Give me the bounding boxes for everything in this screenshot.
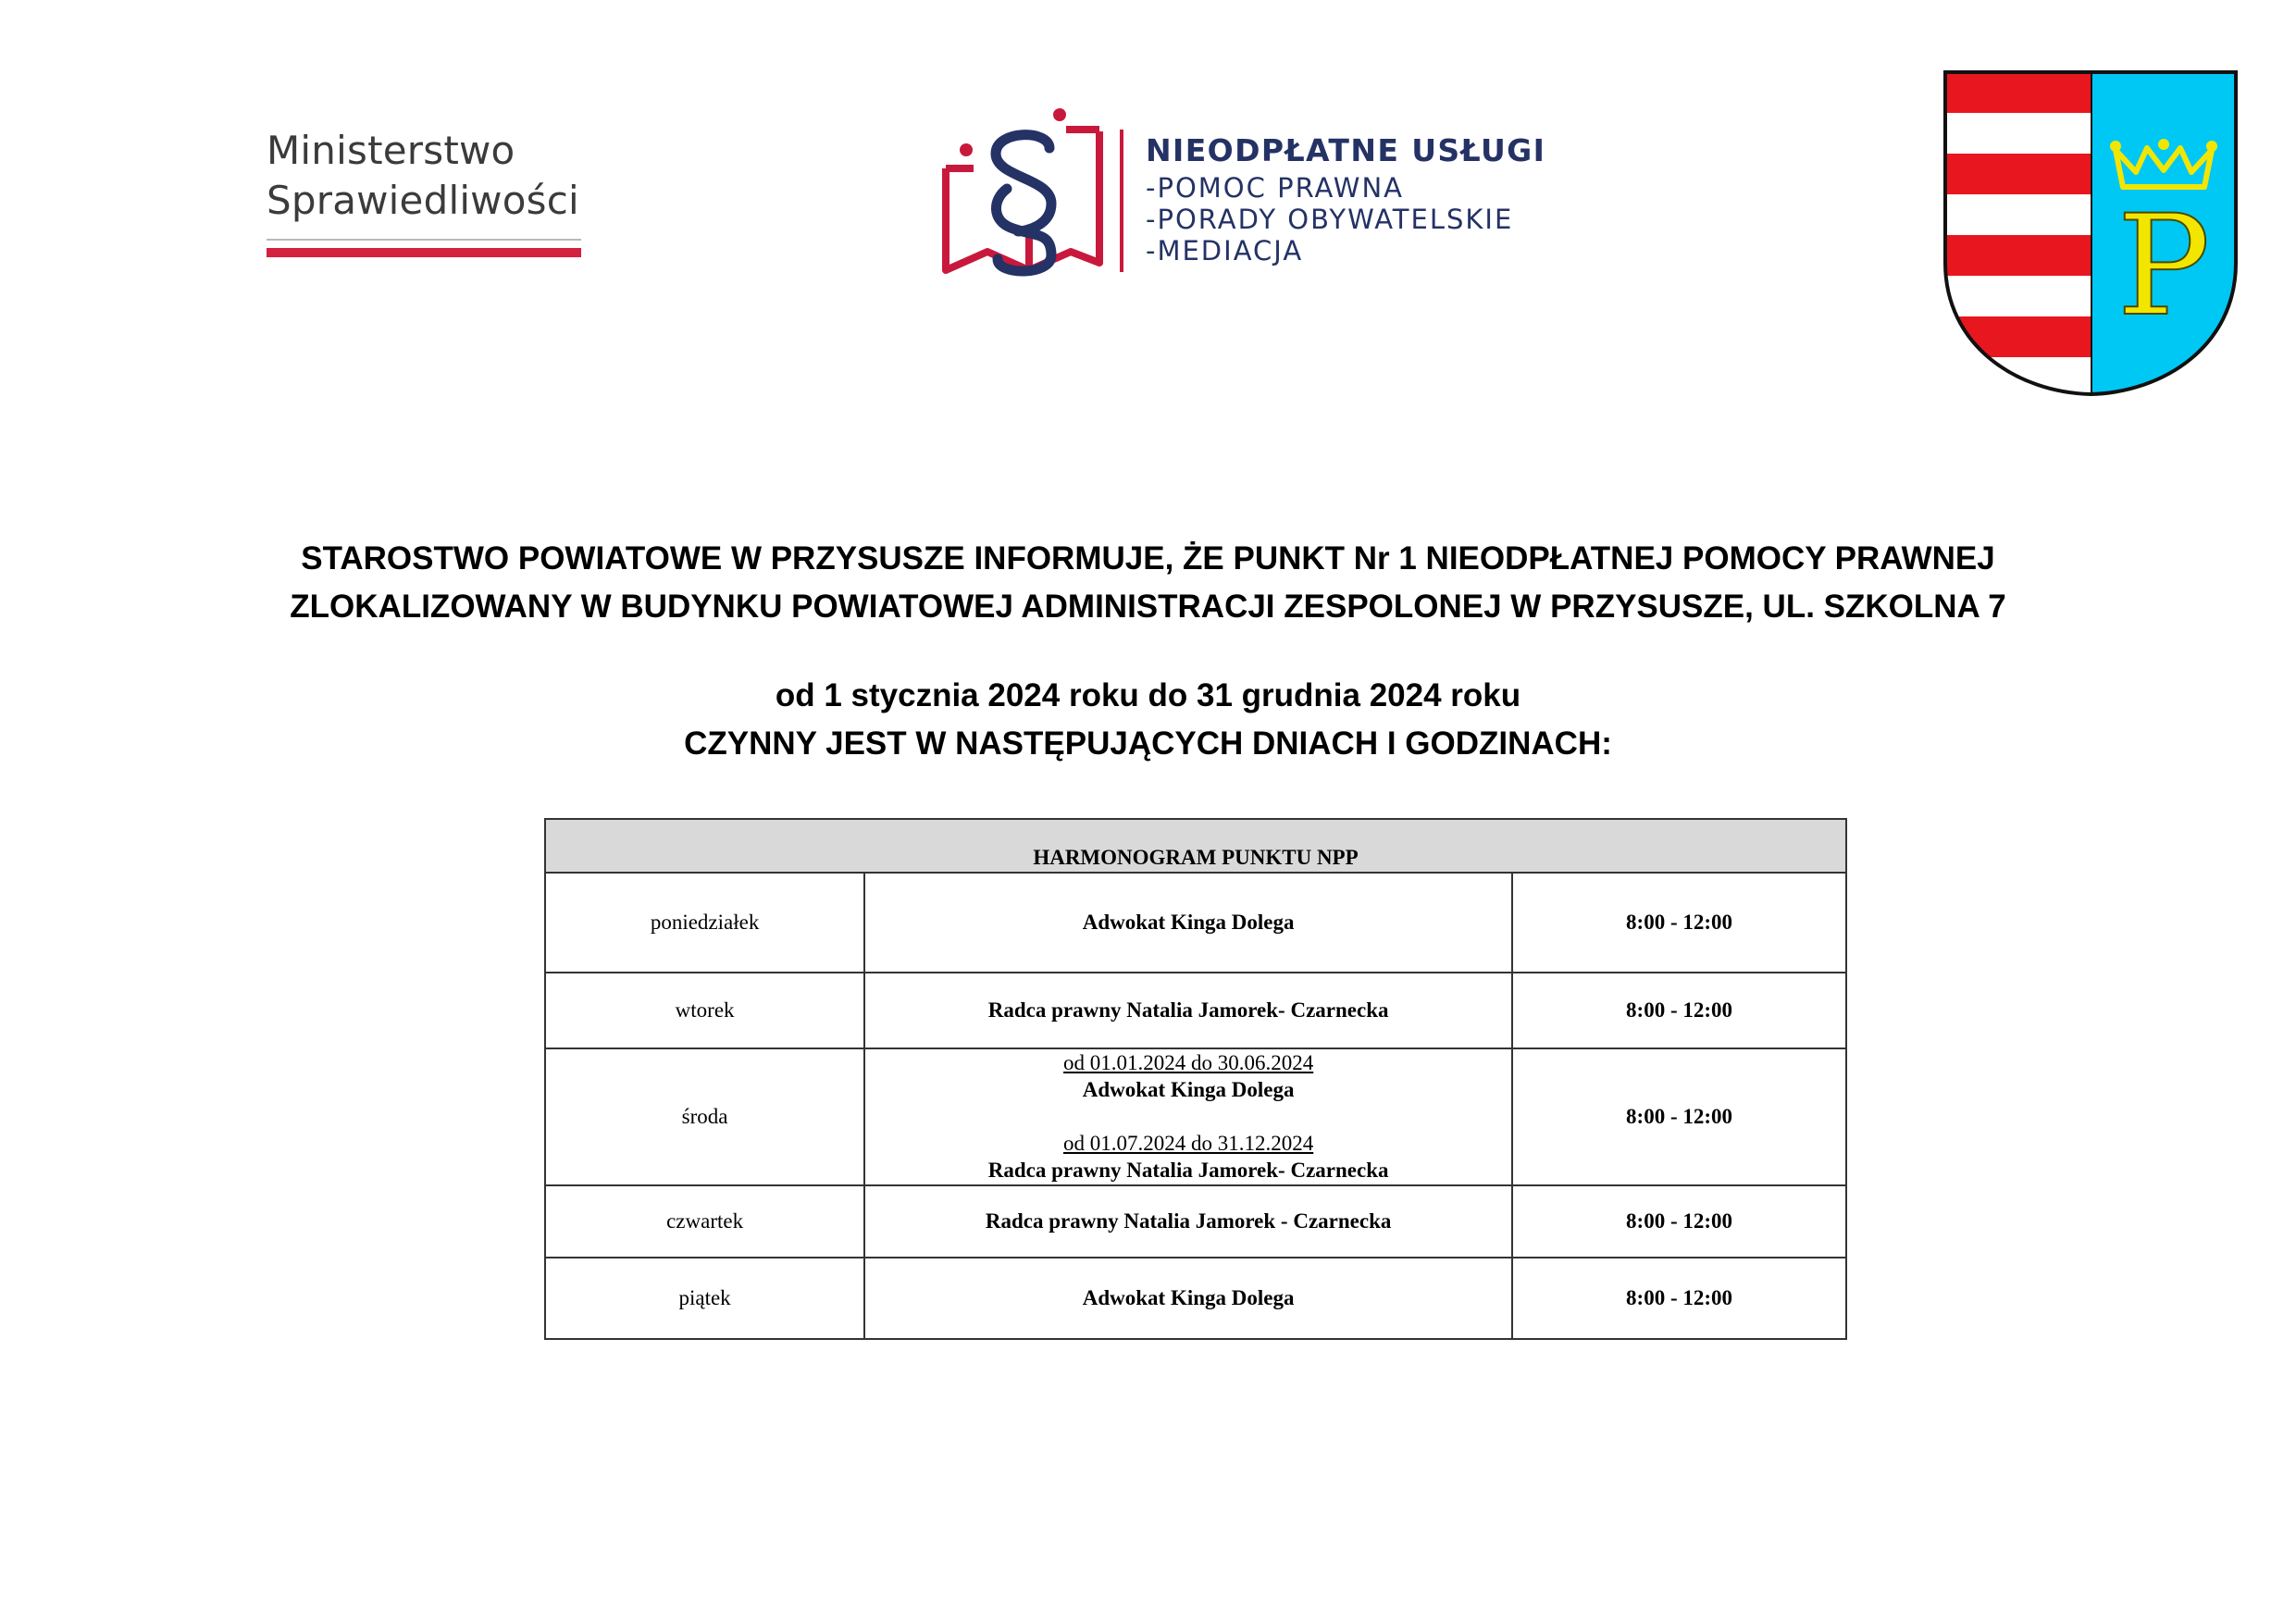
services-text [1146,130,1545,267]
table-row [545,1258,1846,1339]
lawyer-cell: Adwokat Kinga Dolega [864,873,1512,973]
schedule-title: HARMONOGRAM PUNKTU NPP [545,819,1846,873]
lawyer-cell-split [864,1048,1512,1185]
lawyer-second-half: Radca prawny Natalia Jamorek- Czarnecka [987,1159,1389,1182]
day-cell: czwartek [545,1185,864,1258]
paragraph-book-icon [937,104,1112,279]
lawyer-cell: Radca prawny Natalia Jamorek- Czarnecka [864,973,1512,1048]
period-text: od 1 stycznia 2024 roku do 31 grudnia 2024 roku [775,677,1521,713]
coat-of-arms-letter: P [2116,186,2211,347]
services-item-legal-aid: -POMOC PRAWNA [1146,172,1405,204]
announcement-line1: STAROSTWO POWIATOWE W PRZYSUSZE INFORMUJE, ŻE PUNKT Nr 1 NIEODPŁATNEJ POMOCY PRAWNEJ [301,540,1995,576]
day-cell: środa [545,1048,864,1185]
day-cell: wtorek [545,973,864,1048]
day-cell: piątek [545,1258,864,1339]
ministry-logo-red-bar [267,248,581,257]
services-item-mediation: -MEDIACJA [1146,235,1304,267]
announcement-heading [0,535,2296,631]
ministry-logo-rule [267,239,581,241]
ministry-name-line1: Ministerstwo [267,128,515,173]
hours-cell: 8:00 - 12:00 [1512,1258,1846,1339]
hours-cell: 8:00 - 12:00 [1512,1048,1846,1185]
coat-of-arms-icon [1942,68,2240,398]
day-cell: poniedziałek [545,873,864,973]
hours-cell: 8:00 - 12:00 [1512,873,1846,973]
table-row [545,1185,1846,1258]
lawyer-cell: Radca prawny Natalia Jamorek - Czarnecka [864,1185,1512,1258]
ministry-logo [267,126,600,257]
ministry-name-line2: Sprawiedliwości [267,178,579,223]
hours-cell: 8:00 - 12:00 [1512,973,1846,1048]
hours-cell: 8:00 - 12:00 [1512,1185,1846,1258]
table-header-row [545,819,1846,873]
table-row [545,1048,1846,1185]
free-services-logo [937,104,1584,279]
period-second-half: od 01.07.2024 do 31.12.2024 [1063,1132,1314,1155]
period-first-half: od 01.01.2024 do 30.06.2024 [1063,1051,1314,1074]
services-title: NIEODPŁATNE USŁUGI [1146,132,1546,168]
schedule-table [544,818,1847,1340]
lawyer-cell: Adwokat Kinga Dolega [864,1258,1512,1339]
announcement-line2: ZLOKALIZOWANY W BUDYNKU POWIATOWEJ ADMINISTRACJI ZESPOLONEJ W PRZYSUSZE, UL. SZKOLNA 7 [290,589,2006,625]
logo-separator [1120,130,1123,272]
services-item-civic-advice: -PORADY OBYWATELSKIE [1146,204,1514,235]
period-heading [0,672,2296,768]
lawyer-first-half: Adwokat Kinga Dolega [1082,1078,1295,1101]
period-subtitle: CZYNNY JEST W NASTĘPUJĄCYCH DNIACH I GODZINACH: [684,725,1612,762]
table-row [545,873,1846,973]
table-row [545,973,1846,1048]
